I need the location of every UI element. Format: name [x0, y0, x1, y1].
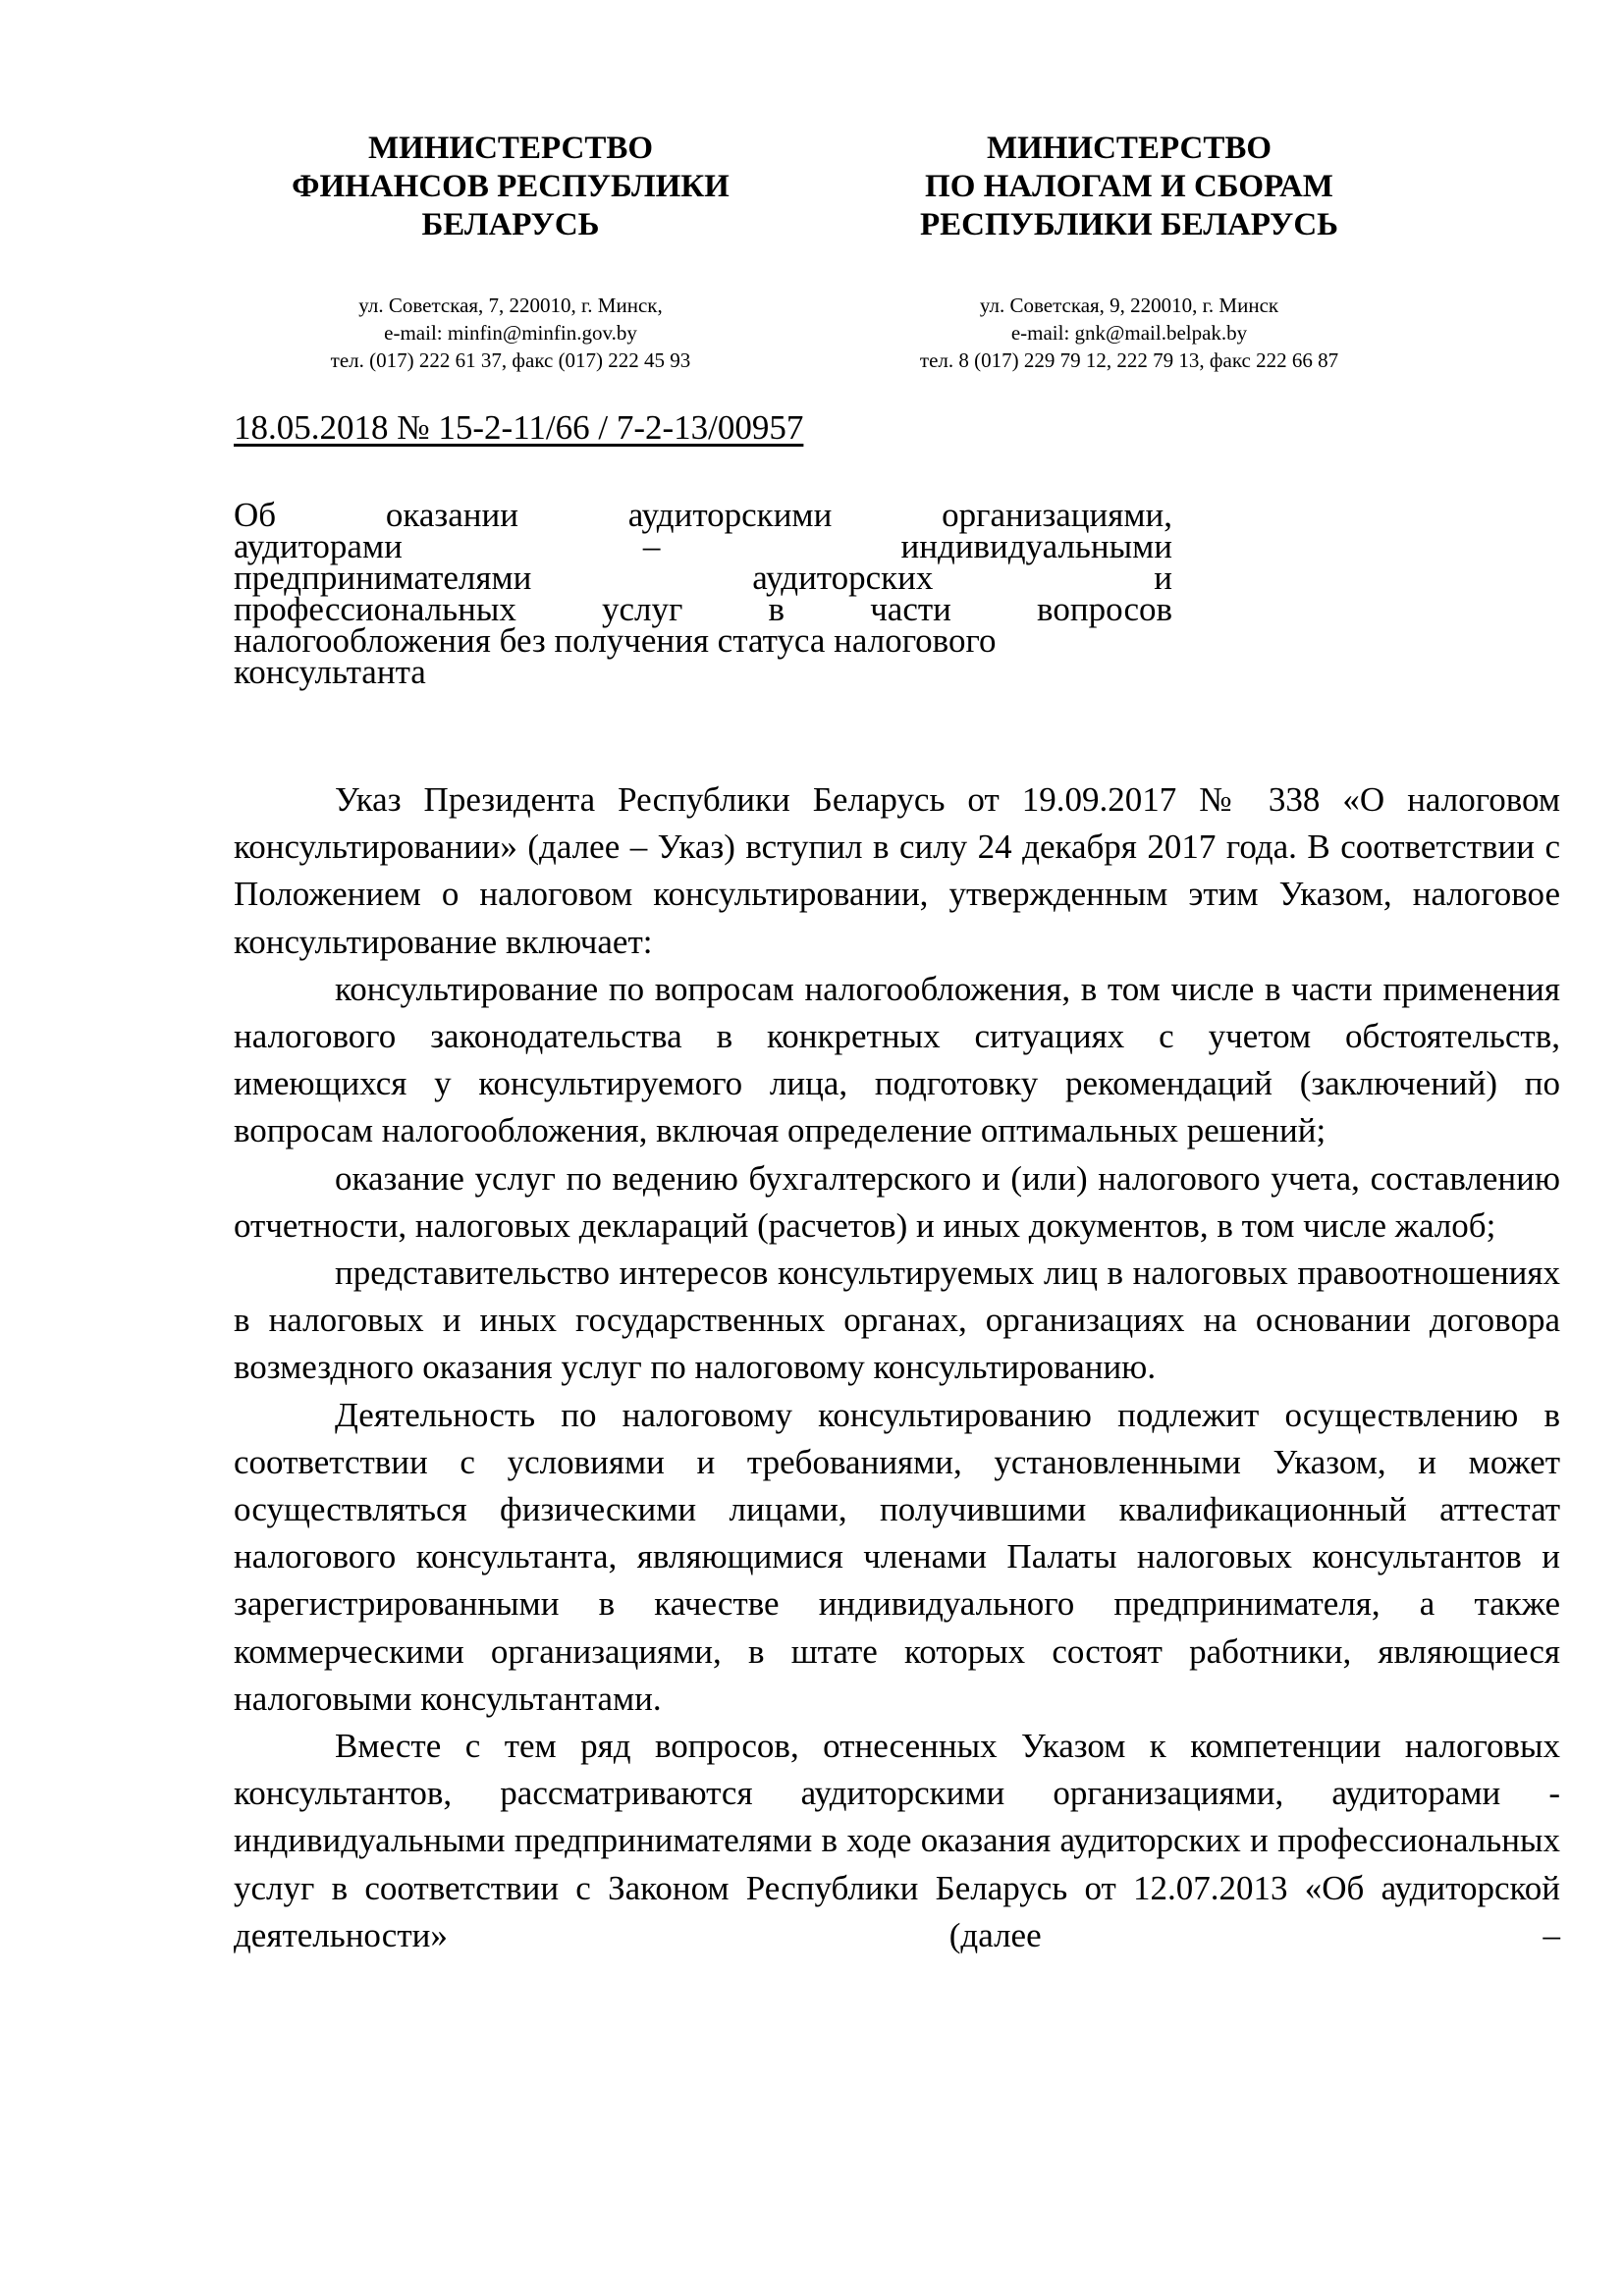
letter-subject	[234, 496, 1172, 691]
org-name-line: МИНИСТЕРСТВО	[986, 131, 1272, 166]
org-name-line: ФИНАНСОВ РЕСПУБЛИКИ	[292, 169, 730, 204]
phone-line: тел. 8 (017) 229 79 12, 222 79 13, факс 222 66 87	[919, 348, 1339, 372]
address-block	[756, 292, 1502, 374]
letter-body	[234, 776, 1560, 1959]
subject-line: предпринимателями аудиторских и	[234, 559, 1172, 597]
subject-line: налогообложения без получения статуса налогового	[234, 621, 997, 660]
body-paragraph: оказание услуг по ведению бухгалтерского и (или) налогового учета, составлению отчетности, налоговых деклараций (расчетов) и иных документов, в том числе жалоб;	[234, 1158, 1560, 1245]
org-name-line: МИНИСТЕРСТВО	[367, 131, 654, 166]
address-line: ул. Советская, 9, 220010, г. Минск	[979, 294, 1279, 317]
document-number: 18.05.2018 № 15-2-11/66 / 7-2-13/00957	[234, 408, 804, 447]
body-paragraph: Указ Президента Республики Беларусь от 19.09.2017 № 338 «О налоговом консультировании» (далее – Указ) вступил в силу 24 декабря 2017 года. В соответствии с Положением о налоговом консультировании, утвержденным этим Указом, налоговое консультирование включает:	[234, 780, 1560, 961]
body-paragraph: консультирование по вопросам налогообложения, в том числе в части применения налогового законодательства в конкретных ситуациях с учетом обстоятельств, имеющихся у консультируемого лица, подготовку рекомендаций (заключений) по вопросам налогообложения, включая определение оптимальных решений;	[234, 969, 1560, 1150]
body-paragraph: Вместе с тем ряд вопросов, отнесенных Указом к компетенции налоговых консультантов, рассматриваются аудиторскими организациями, аудиторами - индивидуальными предпринимателями в ходе оказания аудиторских и профессиональных услуг в соответствии с Законом Республики Беларусь от 12.07.2013 «Об аудиторской деятельности» (далее –	[234, 1727, 1560, 1954]
email-line: e-mail: gnk@mail.belpak.by	[1010, 321, 1248, 345]
org-name-line: РЕСПУБЛИКИ БЕЛАРУСЬ	[919, 207, 1338, 242]
phone-line: тел. (017) 222 61 37, факс (017) 222 45 93	[330, 348, 691, 372]
body-paragraph: Деятельность по налоговому консультированию подлежит осуществлению в соответствии с условиями и требованиями, установленными Указом, и может осуществляться физическими лицами, получившими квалификационный аттестат налогового консультанта, являющимися членами Палаты налоговых консультантов и зарегистрированными в качестве индивидуального предпринимателя, а также коммерческими организациями, в штате которых состоят работники, являющиеся налоговыми консультантами.	[234, 1395, 1560, 1718]
org-name-line: БЕЛАРУСЬ	[421, 207, 600, 242]
subject-line: Об оказании аудиторскими организациями,	[234, 496, 1172, 534]
header-ministry-taxes	[756, 130, 1502, 374]
address-line: ул. Советская, 7, 220010, г. Минск,	[358, 294, 663, 317]
subject-line: профессиональных услуг в части вопросов	[234, 590, 1172, 628]
org-name-line: ПО НАЛОГАМ И СБОРАМ	[925, 169, 1333, 204]
subject-line: аудиторами – индивидуальными	[234, 527, 1172, 565]
email-line: e-mail: minfin@minfin.gov.by	[384, 321, 637, 345]
body-paragraph: представительство интересов консультируемых лиц в налоговых правоотношениях в налоговых и иных государственных органах, организациях на основании договора возмездного оказания услуг по налоговому консультированию.	[234, 1254, 1560, 1387]
subject-line: консультанта	[234, 653, 426, 691]
